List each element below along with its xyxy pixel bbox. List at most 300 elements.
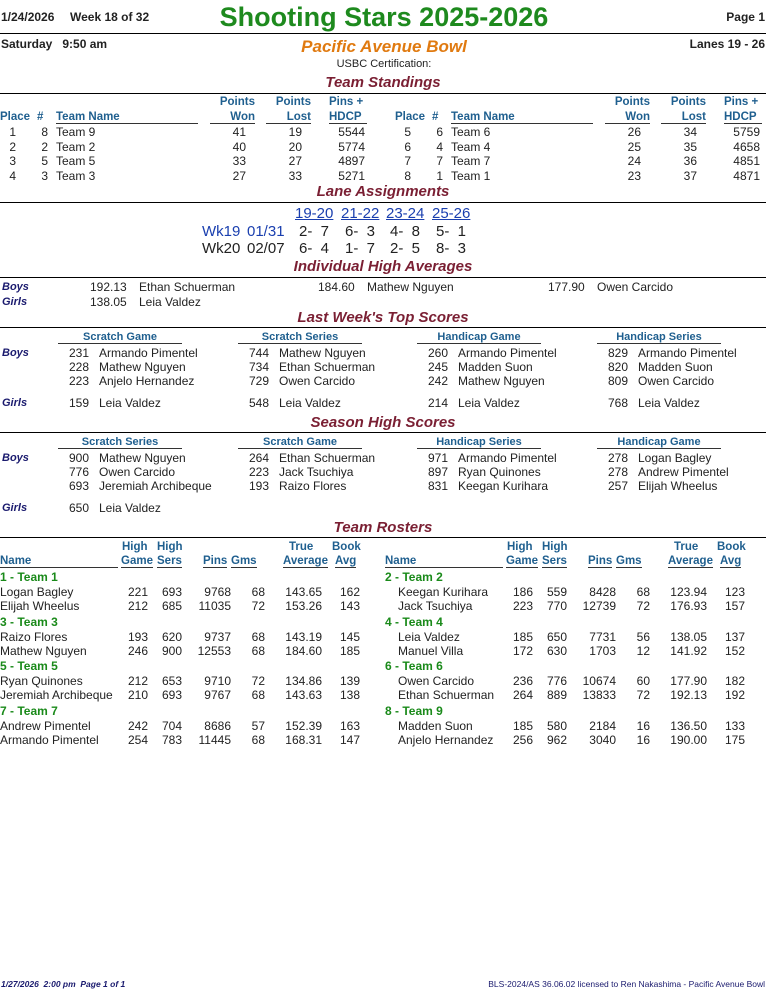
score-bowler-name: Logan Bagley (638, 451, 712, 465)
score-value: 744 (248, 346, 269, 360)
roster-high-game: 185 (512, 629, 533, 644)
score-bowler-name: Mathew Nguyen (279, 346, 366, 360)
score-bowler-name: Armando Pimentel (458, 346, 557, 360)
standings-rule (0, 93, 766, 94)
lane-matchup: 1- 7 (345, 240, 376, 257)
standings-header-won-top: Points (219, 96, 255, 108)
roster-high-game: 193 (127, 629, 148, 644)
standings-team-num: 2 (41, 139, 48, 154)
roster-team-header: 1 - Team 1 (0, 570, 58, 584)
roster-pins: 7731 (589, 629, 616, 644)
lane-week-label: Wk20 (202, 240, 241, 257)
roster-book-avg: 147 (339, 732, 360, 747)
roster-true-avg: 152.39 (285, 718, 322, 733)
roster-pins: 1703 (589, 643, 616, 658)
roster-header-sers: Sers (157, 555, 182, 567)
roster-pins: 13833 (582, 688, 616, 703)
standings-points-won: 27 (232, 168, 246, 183)
roster-book-avg: 133 (724, 718, 745, 733)
roster-high-sers: 653 (161, 674, 182, 688)
lanes-rule (0, 202, 766, 203)
roster-pins: 2184 (589, 718, 616, 733)
score-category-header: Scratch Game (238, 436, 362, 449)
roster-high-game: 256 (512, 732, 533, 747)
roster-header-game: Game (121, 555, 153, 567)
score-bowler-name: Jack Tsuchiya (279, 465, 354, 479)
standings-team-num: 8 (41, 125, 48, 139)
score-value: 729 (248, 374, 269, 388)
score-category-header: Handicap Series (597, 331, 721, 344)
standings-place: 5 (404, 125, 411, 139)
standings-team-name: Team 3 (56, 168, 96, 183)
standings-points-lost: 35 (683, 139, 697, 154)
roster-header-average: Average (283, 555, 328, 567)
section-title-high-averages: Individual High Averages (293, 258, 473, 275)
roster-header-name: Name (385, 555, 503, 568)
roster-header-avg: Avg (335, 555, 357, 567)
standings-points-won: 40 (232, 139, 246, 154)
roster-pins: 12553 (197, 643, 231, 658)
lane-matchup: 2- 7 (299, 223, 330, 240)
roster-book-avg: 185 (339, 643, 360, 658)
roster-book-avg: 143 (339, 599, 360, 614)
roster-book-avg: 137 (724, 629, 745, 644)
roster-header-book: Book (332, 541, 361, 553)
score-bowler-name: Armando Pimentel (99, 346, 198, 360)
score-category-header: Scratch Game (58, 331, 182, 344)
roster-true-avg: 176.93 (670, 599, 707, 614)
roster-high-sers: 693 (161, 585, 182, 599)
roster-book-avg: 138 (339, 688, 360, 703)
lane-matchup: 4- 8 (390, 223, 421, 240)
score-bowler-name: Madden Suon (458, 360, 533, 374)
high-avg-name: Ethan Schuerman (139, 280, 236, 294)
roster-team-header: 4 - Team 4 (385, 614, 443, 629)
roster-true-avg: 190.00 (670, 732, 707, 747)
standings-header-num: # (432, 111, 439, 123)
bowling-center: Pacific Avenue Bowl (301, 37, 467, 56)
standings-team-num: 6 (436, 125, 443, 139)
rosters-rule (0, 537, 766, 538)
standings-header-place: Place (0, 111, 31, 123)
roster-high-sers: 962 (546, 732, 567, 747)
lane-week-label: Wk19 (202, 223, 241, 240)
score-value: 734 (248, 360, 269, 374)
score-value: 242 (427, 374, 448, 388)
day-time: Saturday 9:50 am (1, 37, 108, 51)
roster-high-sers: 620 (161, 629, 182, 644)
roster-games: 72 (251, 674, 265, 688)
lane-matchup: 2- 5 (390, 240, 421, 257)
score-bowler-name: Jeremiah Archibeque (99, 479, 212, 493)
score-value: 900 (68, 451, 89, 465)
roster-pins: 8686 (204, 718, 231, 733)
score-bowler-name: Ryan Quinones (458, 465, 541, 479)
standings-header-pins: HDCP (329, 111, 367, 124)
roster-team-header: 6 - Team 6 (385, 659, 443, 673)
last-week-rule (0, 327, 766, 328)
roster-pins: 12739 (582, 599, 616, 614)
lane-matchup: 6- 3 (345, 223, 376, 240)
roster-games: 72 (636, 599, 650, 614)
standings-header-pins-top: Pins + (329, 96, 364, 108)
roster-header-sers: Sers (542, 555, 567, 567)
high-avg-rule (0, 277, 766, 278)
roster-high-game: 186 (512, 585, 533, 599)
score-value: 260 (427, 346, 448, 360)
roster-header-high: High (122, 541, 148, 553)
score-bowler-name: Elijah Wheelus (638, 479, 718, 493)
roster-games: 68 (251, 629, 265, 644)
standings-team-name: Team 9 (56, 125, 96, 139)
standings-header-team: Team Name (56, 111, 198, 124)
roster-book-avg: 152 (724, 643, 745, 658)
roster-player-name: Raizo Flores (0, 629, 68, 644)
standings-points-won: 33 (232, 154, 246, 168)
roster-header-pins: Pins (588, 555, 613, 567)
standings-place: 6 (404, 139, 411, 154)
roster-high-sers: 704 (161, 718, 182, 733)
standings-header-team: Team Name (451, 111, 593, 124)
roster-high-sers: 559 (546, 585, 567, 599)
lane-pair-header: 25-26 (432, 205, 471, 222)
roster-high-sers: 783 (161, 732, 182, 747)
roster-games: 68 (251, 643, 265, 658)
standings-pins-hdcp: 4658 (733, 139, 760, 154)
roster-header-average: Average (668, 555, 713, 567)
roster-true-avg: 134.86 (285, 674, 322, 688)
standings-points-won: 26 (627, 125, 641, 139)
roster-team-header: 7 - Team 7 (0, 703, 58, 718)
lane-week-date: 02/07 (247, 240, 285, 257)
high-avg-value: 138.05 (90, 295, 127, 309)
roster-header-book: Book (717, 541, 746, 553)
roster-player-name: Madden Suon (398, 718, 473, 733)
roster-header-name: Name (0, 555, 118, 568)
roster-high-game: 172 (512, 643, 533, 658)
score-value: 897 (427, 465, 448, 479)
standings-team-num: 4 (436, 139, 443, 154)
roster-book-avg: 192 (724, 688, 745, 703)
standings-header-lost: Lost (661, 111, 706, 124)
score-category-header: Scratch Series (58, 436, 182, 449)
score-bowler-name: Leia Valdez (638, 396, 700, 410)
standings-points-lost: 37 (683, 168, 697, 183)
roster-games: 12 (636, 643, 650, 658)
score-category-header: Handicap Series (417, 436, 541, 449)
standings-place: 7 (404, 154, 411, 168)
roster-player-name: Andrew Pimentel (0, 718, 91, 733)
roster-games: 16 (636, 718, 650, 733)
roster-true-avg: 143.63 (285, 688, 322, 703)
standings-points-won: 41 (232, 125, 246, 139)
standings-place: 4 (9, 168, 16, 183)
roster-player-name: Leia Valdez (398, 629, 460, 644)
standings-pins-hdcp: 5774 (338, 139, 365, 154)
roster-team-header: 5 - Team 5 (0, 659, 58, 673)
score-value: 693 (68, 479, 89, 493)
score-boys-label: Boys (2, 347, 29, 359)
standings-header-pins: HDCP (724, 111, 762, 124)
roster-games: 60 (636, 674, 650, 688)
roster-pins: 9768 (204, 585, 231, 599)
high-avg-name: Owen Carcido (597, 280, 674, 294)
score-value: 264 (248, 451, 269, 465)
roster-high-game: 242 (127, 718, 148, 733)
roster-player-name: Ryan Quinones (0, 674, 83, 688)
roster-true-avg: 168.31 (285, 732, 322, 747)
page-number: Page 1 (726, 10, 765, 24)
standings-header-lost: Lost (266, 111, 311, 124)
roster-high-game: 264 (512, 688, 533, 703)
score-value: 768 (607, 396, 628, 410)
score-girls-label: Girls (2, 397, 28, 409)
roster-games: 72 (636, 688, 650, 703)
roster-book-avg: 163 (339, 718, 360, 733)
standings-header-won-top: Points (614, 96, 650, 108)
roster-header-game: Game (506, 555, 538, 567)
roster-player-name: Mathew Nguyen (0, 643, 87, 658)
roster-player-name: Jeremiah Archibeque (0, 688, 113, 703)
section-title-standings: Team Standings (325, 74, 441, 91)
roster-high-game: 210 (127, 688, 148, 703)
score-value: 278 (607, 451, 628, 465)
roster-high-sers: 580 (546, 718, 567, 733)
score-value: 776 (68, 465, 89, 479)
lane-matchup: 6- 4 (299, 240, 330, 257)
roster-team-header: 3 - Team 3 (0, 614, 58, 629)
standings-place: 8 (404, 168, 411, 183)
roster-true-avg: 136.50 (670, 718, 707, 733)
roster-pins: 11445 (198, 732, 231, 747)
score-bowler-name: Madden Suon (638, 360, 713, 374)
roster-true-avg: 143.65 (285, 585, 322, 599)
roster-book-avg: 139 (339, 674, 360, 688)
roster-player-name: Armando Pimentel (0, 732, 99, 747)
roster-high-game: 212 (127, 599, 148, 614)
footer-license: BLS-2024/AS 36.06.02 licensed to Ren Nakashima - Pacific Avenue Bowl (488, 979, 765, 989)
roster-pins: 3040 (589, 732, 616, 747)
score-value: 809 (607, 374, 628, 388)
score-bowler-name: Ethan Schuerman (279, 360, 376, 374)
roster-games: 68 (251, 688, 265, 703)
roster-pins: 9710 (204, 674, 231, 688)
score-value: 971 (427, 451, 448, 465)
score-value: 214 (427, 396, 448, 410)
roster-header-true: True (289, 541, 314, 553)
lane-pair-header: 21-22 (341, 205, 380, 222)
standings-team-name: Team 1 (451, 168, 491, 183)
roster-player-name: Ethan Schuerman (398, 688, 495, 703)
roster-high-game: 185 (512, 718, 533, 733)
score-value: 548 (248, 396, 269, 410)
roster-team-header: 8 - Team 9 (385, 703, 443, 718)
score-bowler-name: Owen Carcido (279, 374, 356, 388)
roster-games: 68 (251, 732, 265, 747)
lane-matchup: 8- 3 (436, 240, 467, 257)
roster-high-game: 212 (127, 674, 148, 688)
section-title-season-high: Season High Scores (310, 414, 456, 431)
score-bowler-name: Ethan Schuerman (279, 451, 376, 465)
roster-book-avg: 123 (724, 585, 745, 599)
roster-games: 57 (251, 718, 265, 733)
score-bowler-name: Leia Valdez (99, 501, 161, 515)
lane-pair-header: 19-20 (295, 205, 334, 222)
roster-player-name: Manuel Villa (398, 643, 464, 658)
season-rule (0, 432, 766, 433)
usbc-cert: USBC Certification: (336, 58, 432, 70)
roster-high-sers: 630 (546, 643, 567, 658)
roster-high-sers: 889 (546, 688, 567, 703)
week-label: Week 18 of 32 (70, 10, 150, 24)
standings-points-lost: 19 (288, 125, 302, 139)
roster-high-sers: 900 (161, 643, 182, 658)
score-value: 650 (68, 501, 89, 515)
score-category-header: Handicap Game (597, 436, 721, 449)
roster-true-avg: 123.94 (670, 585, 707, 599)
standings-team-name: Team 6 (451, 125, 491, 139)
footer-printed: 1/27/2026 2:00 pm Page 1 of 1 (1, 979, 126, 989)
score-value: 257 (607, 479, 628, 493)
score-bowler-name: Mathew Nguyen (458, 374, 545, 388)
roster-pins: 9767 (204, 688, 231, 703)
score-value: 278 (607, 465, 628, 479)
roster-games: 16 (636, 732, 650, 747)
score-bowler-name: Leia Valdez (99, 396, 161, 410)
standings-pins-hdcp: 5271 (338, 168, 365, 183)
roster-player-name: Logan Bagley (0, 585, 74, 599)
roster-high-sers: 693 (161, 688, 182, 703)
roster-book-avg: 145 (339, 629, 360, 644)
score-bowler-name: Owen Carcido (638, 374, 715, 388)
roster-high-sers: 650 (546, 629, 567, 644)
standings-header-won: Won (605, 111, 650, 124)
high-avg-value: 184.60 (318, 280, 355, 294)
standings-points-lost: 36 (683, 154, 697, 168)
standings-place: 2 (9, 139, 16, 154)
standings-team-name: Team 2 (56, 139, 96, 154)
roster-header-high: High (157, 541, 183, 553)
roster-header-gms: Gms (231, 555, 257, 567)
standings-points-lost: 27 (288, 154, 302, 168)
standings-team-name: Team 5 (56, 154, 96, 168)
score-bowler-name: Armando Pimentel (638, 346, 737, 360)
score-bowler-name: Leia Valdez (279, 396, 341, 410)
roster-player-name: Keegan Kurihara (398, 585, 489, 599)
high-avg-girls-label: Girls (2, 296, 28, 308)
roster-games: 72 (251, 599, 265, 614)
score-bowler-name: Mathew Nguyen (99, 360, 186, 374)
score-bowler-name: Owen Carcido (99, 465, 176, 479)
score-bowler-name: Mathew Nguyen (99, 451, 186, 465)
section-title-lanes: Lane Assignments (316, 183, 450, 200)
roster-true-avg: 184.60 (285, 643, 322, 658)
standings-team-num: 7 (436, 154, 443, 168)
roster-header-true: True (674, 541, 699, 553)
score-girls-label: Girls (2, 502, 28, 514)
standings-team-num: 5 (41, 154, 48, 168)
standings-points-lost: 34 (683, 125, 697, 139)
score-value: 829 (607, 346, 628, 360)
score-bowler-name: Andrew Pimentel (638, 465, 729, 479)
roster-true-avg: 177.90 (670, 674, 707, 688)
roster-high-game: 221 (127, 585, 148, 599)
roster-high-game: 246 (127, 643, 148, 658)
score-category-header: Handicap Game (417, 331, 541, 344)
standings-points-lost: 20 (288, 139, 302, 154)
score-value: 820 (607, 360, 628, 374)
section-title-last-week: Last Week's Top Scores (297, 309, 469, 326)
roster-team-header: 2 - Team 2 (385, 570, 443, 584)
lane-pair-header: 23-24 (386, 205, 425, 222)
roster-pins: 9737 (204, 629, 231, 644)
roster-pins: 10674 (582, 674, 616, 688)
standings-pins-hdcp: 4871 (733, 168, 760, 183)
score-bowler-name: Leia Valdez (458, 396, 520, 410)
lanes-range: Lanes 19 - 26 (689, 37, 765, 51)
high-avg-boys-label: Boys (2, 281, 29, 293)
league-title: Shooting Stars 2025-2026 (219, 2, 549, 32)
roster-high-game: 236 (512, 674, 533, 688)
roster-true-avg: 153.26 (285, 599, 322, 614)
score-value: 223 (68, 374, 89, 388)
standings-pins-hdcp: 5759 (733, 125, 760, 139)
standings-points-won: 23 (627, 168, 641, 183)
roster-high-game: 223 (512, 599, 533, 614)
roster-header-avg: Avg (720, 555, 742, 567)
standings-team-num: 1 (436, 168, 443, 183)
score-bowler-name: Anjelo Hernandez (99, 374, 195, 388)
roster-true-avg: 143.19 (285, 629, 322, 644)
roster-games: 56 (636, 629, 650, 644)
roster-header-gms: Gms (616, 555, 642, 567)
roster-high-sers: 685 (161, 599, 182, 614)
roster-true-avg: 138.05 (670, 629, 707, 644)
standings-header-num: # (37, 111, 44, 123)
score-bowler-name: Armando Pimentel (458, 451, 557, 465)
roster-games: 68 (636, 585, 650, 599)
high-avg-value: 177.90 (548, 280, 585, 294)
report-date: 1/24/2026 (1, 10, 55, 24)
score-bowler-name: Raizo Flores (279, 479, 347, 493)
score-value: 228 (68, 360, 89, 374)
standings-pins-hdcp: 4851 (733, 154, 760, 168)
standings-pins-hdcp: 5544 (338, 125, 365, 139)
header-rule (0, 33, 766, 34)
roster-header-high: High (542, 541, 568, 553)
standings-place: 3 (9, 154, 16, 168)
roster-header-pins: Pins (203, 555, 228, 567)
roster-pins: 11035 (198, 599, 231, 614)
section-title-rosters: Team Rosters (333, 519, 433, 536)
standings-team-name: Team 7 (451, 154, 491, 168)
roster-true-avg: 141.92 (670, 643, 707, 658)
score-category-header: Scratch Series (238, 331, 362, 344)
roster-high-game: 254 (127, 732, 148, 747)
standings-header-lost-top: Points (670, 96, 706, 108)
roster-high-sers: 770 (546, 599, 567, 614)
standings-team-num: 3 (41, 168, 48, 183)
high-avg-value: 192.13 (90, 280, 127, 294)
standings-place: 1 (9, 125, 16, 139)
score-value: 223 (248, 465, 269, 479)
score-value: 159 (68, 396, 89, 410)
roster-player-name: Jack Tsuchiya (398, 599, 473, 614)
score-bowler-name: Keegan Kurihara (458, 479, 549, 493)
roster-player-name: Anjelo Hernandez (398, 732, 494, 747)
standings-header-place: Place (395, 111, 426, 123)
roster-player-name: Elijah Wheelus (0, 599, 80, 614)
